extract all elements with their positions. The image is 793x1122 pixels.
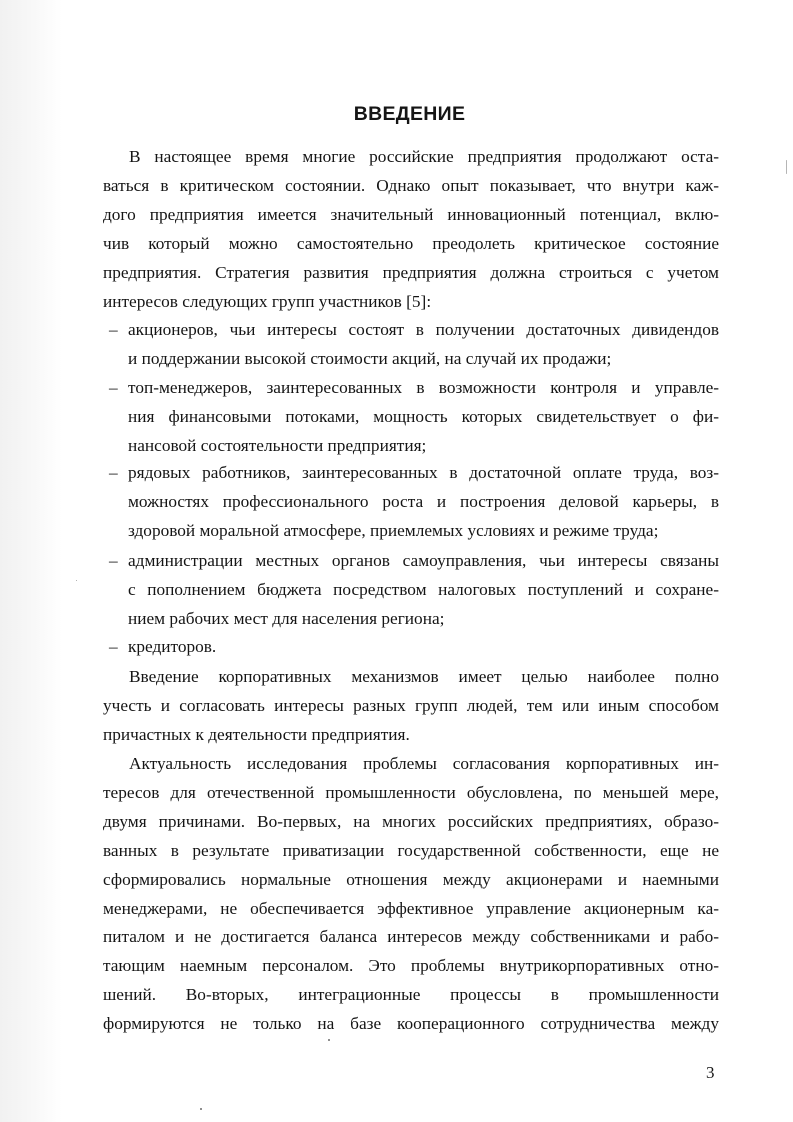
text-line: администрации местных органов самоуправления, чьи интересы связаны (128, 551, 719, 570)
list-item-top-managers (103, 374, 719, 461)
text-line: сформировались нормальные отношения между акционерами и наемными (103, 869, 719, 889)
scan-speck (328, 1039, 330, 1041)
scan-speck (786, 160, 787, 174)
text-line: предприятия. Стратегия развития предприятия должна строиться с учетом (103, 262, 719, 282)
text-line: интересов следующих групп участников [5]: (103, 291, 432, 311)
scan-speck (200, 1108, 202, 1110)
corporate-mechanisms-paragraph (103, 663, 719, 750)
text-line: формируются не только на базе кооперационного сотрудничества между (103, 1014, 719, 1034)
text-line: В настоящее время многие российские предприятия продолжают оста- (129, 147, 719, 166)
scan-page-edge (0, 0, 62, 1122)
page-number: 3 (706, 1063, 715, 1082)
list-item-administration (103, 547, 719, 634)
text-line: можностях профессионального роста и построения деловой карьеры, в (128, 491, 719, 511)
text-line: и поддержании высокой стоимости акций, на случай их продажи; (128, 348, 612, 368)
list-item-creditors (103, 633, 719, 662)
text-line: акционеров, чьи интересы состоят в получении достаточных дивидендов (128, 320, 719, 339)
text-line: менеджерами, не обеспечивается эффективное управление акционерным ка- (103, 898, 719, 918)
text-line: Актуальность исследования проблемы согласования корпоративных ин- (129, 754, 719, 773)
text-line: учесть и согласовать интересы разных групп людей, тем или иным способом (103, 695, 719, 715)
text-line: дого предприятия имеется значительный инновационный потенциал, вклю- (103, 204, 719, 224)
text-line: чив который можно самостоятельно преодолеть критическое состояние (103, 233, 719, 253)
text-line: ния финансовыми потоками, мощность которых свидетельствует о фи- (128, 406, 719, 426)
bullet-dash: – (109, 551, 118, 570)
text-line: кредиторов. (128, 637, 217, 656)
section-title: ВВЕДЕНИЕ (353, 103, 466, 125)
list-item-workers (103, 459, 719, 546)
text-line: здоровой моральной атмосфере, приемлемых условиях и режиме труда; (128, 520, 659, 540)
text-line: нием рабочих мест для населения региона; (128, 608, 445, 628)
text-line: двумя причинами. Во-первых, на многих российских предприятиях, образо- (103, 811, 719, 831)
text-line: рядовых работников, заинтересованных в достаточной оплате труда, воз- (128, 463, 719, 482)
bullet-dash: – (109, 463, 118, 482)
bullet-dash: – (109, 637, 118, 656)
list-item-shareholders (103, 316, 719, 374)
text-line: шений. Во-вторых, интеграционные процессы в промышленности (103, 985, 719, 1005)
text-line: с пополнением бюджета посредством налоговых поступлений и сохране- (128, 579, 719, 599)
text-line: ванных в результате приватизации государственной собственности, еще не (103, 840, 719, 860)
bullet-dash: – (109, 378, 118, 397)
intro-paragraph (103, 143, 719, 316)
text-line: ваться в критическом состоянии. Однако опыт показывает, что внутри каж- (103, 175, 719, 195)
relevance-paragraph (103, 750, 719, 1039)
text-line: нансовой состоятельности предприятия; (128, 435, 427, 455)
bullet-dash: – (109, 320, 118, 339)
text-line: причастных к деятельности предприятия. (103, 724, 410, 744)
text-line: топ-менеджеров, заинтересованных в возможности контроля и управле- (128, 378, 719, 397)
text-line: тающим наемным персоналом. Это проблемы внутрикорпоративных отно- (103, 956, 719, 976)
text-line: Введение корпоративных механизмов имеет целью наиболее полно (129, 667, 719, 686)
text-line: питалом и не достигается баланса интересов между собственниками и рабо- (103, 927, 719, 947)
scan-speck (76, 580, 77, 581)
text-line: тересов для отечественной промышленности обусловлена, по меньшей мере, (103, 782, 719, 802)
